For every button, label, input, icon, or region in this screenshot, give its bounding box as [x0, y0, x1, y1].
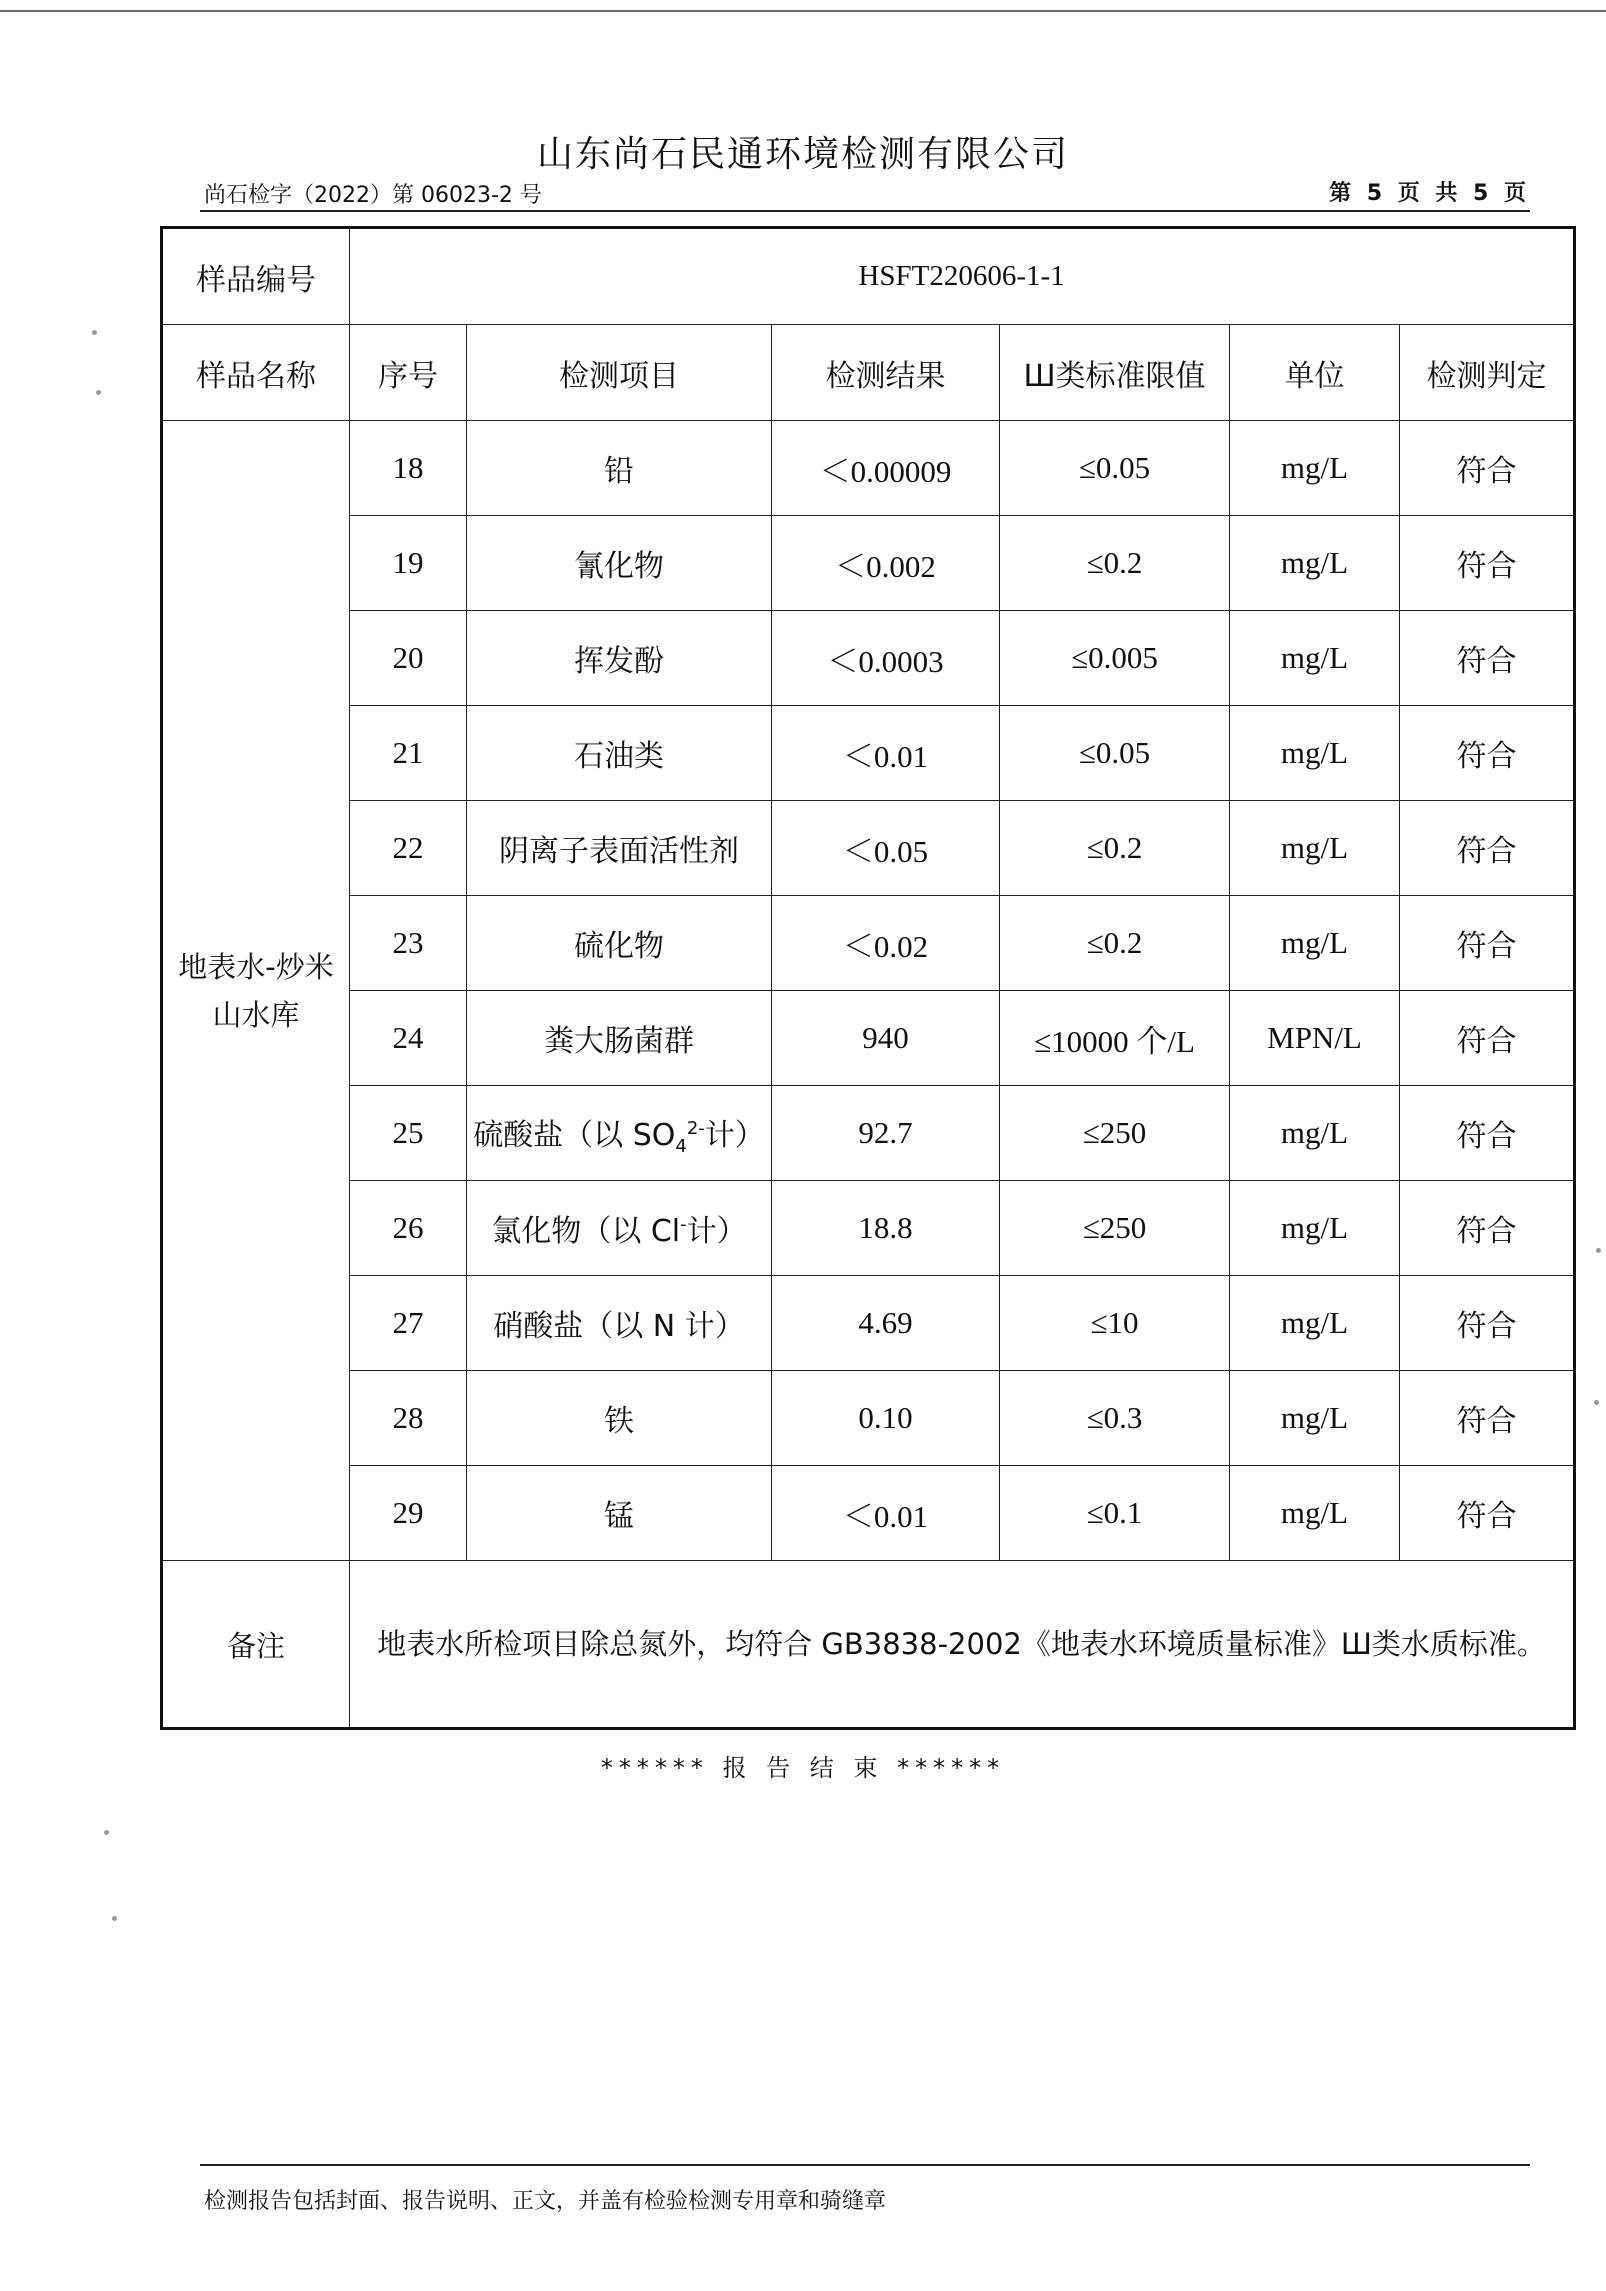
table-row	[162, 611, 1575, 706]
limit-cell: ≤10000 个/L	[1000, 991, 1230, 1086]
item-cell: 硫化物	[467, 896, 772, 991]
item-cell: 铁	[467, 1371, 772, 1466]
scan-speck	[1594, 1400, 1599, 1405]
table-row	[162, 516, 1575, 611]
seq-cell: 25	[350, 1086, 467, 1181]
result-cell: ＜0.01	[772, 706, 1000, 801]
company-title: 山东尚石民通环境检测有限公司	[536, 134, 1069, 175]
table-row	[162, 1466, 1575, 1561]
sample-number-row	[162, 228, 1575, 325]
seq-cell: 27	[350, 1276, 467, 1371]
remark-row	[162, 1561, 1575, 1729]
sample-number-value: HSFT220606-1-1	[350, 228, 1575, 325]
unit-cell: mg/L	[1230, 896, 1400, 991]
item-superscript: -	[680, 1214, 687, 1235]
item-cell: 铅	[467, 421, 772, 516]
unit-cell: mg/L	[1230, 1466, 1400, 1561]
item-subscript: 4	[675, 1135, 687, 1157]
table-row	[162, 896, 1575, 991]
seq-cell: 18	[350, 421, 467, 516]
seq-cell: 22	[350, 801, 467, 896]
seq-cell: 21	[350, 706, 467, 801]
limit-cell: ≤0.3	[1000, 1371, 1230, 1466]
unit-cell: mg/L	[1230, 1371, 1400, 1466]
seq-cell: 28	[350, 1371, 467, 1466]
unit-cell: mg/L	[1230, 611, 1400, 706]
scan-speck	[104, 1830, 109, 1835]
scan-speck	[1596, 1248, 1601, 1253]
col-header-sample-name: 样品名称	[162, 325, 350, 421]
unit-cell: mg/L	[1230, 706, 1400, 801]
limit-cell: ≤0.005	[1000, 611, 1230, 706]
remark-label: 备注	[162, 1561, 350, 1729]
judge-cell: 符合	[1400, 801, 1575, 896]
col-header-unit: 单位	[1230, 325, 1400, 421]
table-row	[162, 991, 1575, 1086]
limit-cell: ≤250	[1000, 1086, 1230, 1181]
limit-cell: ≤250	[1000, 1181, 1230, 1276]
unit-cell: mg/L	[1230, 1086, 1400, 1181]
judge-cell: 符合	[1400, 706, 1575, 801]
item-text: 硫酸盐（以 SO	[473, 1117, 676, 1153]
result-cell: 18.8	[772, 1181, 1000, 1276]
report-end-marker: ****** 报 告 结 束 ******	[600, 1754, 1006, 1782]
result-cell: 92.7	[772, 1086, 1000, 1181]
seq-cell: 26	[350, 1181, 467, 1276]
footer-note: 检测报告包括封面、报告说明、正文，并盖有检验检测专用章和骑缝章	[204, 2189, 887, 2214]
result-cell: ＜0.0003	[772, 611, 1000, 706]
item-cell	[467, 1086, 772, 1181]
header-divider	[200, 210, 1530, 212]
judge-cell: 符合	[1400, 1181, 1575, 1276]
result-cell: ＜0.002	[772, 516, 1000, 611]
unit-cell: mg/L	[1230, 1276, 1400, 1371]
table-row	[162, 706, 1575, 801]
results-table	[160, 226, 1576, 1730]
unit-cell: MPN/L	[1230, 991, 1400, 1086]
item-superscript: 2-	[686, 1117, 705, 1139]
sample-name-text: 地表水-炒米山水库	[178, 949, 334, 1032]
unit-cell: mg/L	[1230, 801, 1400, 896]
item-cell: 氰化物	[467, 516, 772, 611]
item-cell	[467, 1181, 772, 1276]
judge-cell: 符合	[1400, 1086, 1575, 1181]
column-header-row	[162, 325, 1575, 421]
remark-text: 地表水所检项目除总氮外，均符合 GB3838-2002《地表水环境质量标准》Ш类水质标准。	[350, 1561, 1575, 1729]
judge-cell: 符合	[1400, 1371, 1575, 1466]
unit-cell: mg/L	[1230, 516, 1400, 611]
top-border-line	[0, 10, 1606, 12]
result-cell: ＜0.00009	[772, 421, 1000, 516]
col-header-judge: 检测判定	[1400, 325, 1575, 421]
limit-cell: ≤10	[1000, 1276, 1230, 1371]
judge-cell: 符合	[1400, 1466, 1575, 1561]
limit-cell: ≤0.05	[1000, 421, 1230, 516]
col-header-seq: 序号	[350, 325, 467, 421]
table-row	[162, 801, 1575, 896]
limit-cell: ≤0.1	[1000, 1466, 1230, 1561]
judge-cell: 符合	[1400, 896, 1575, 991]
table-row	[162, 1181, 1575, 1276]
judge-cell: 符合	[1400, 611, 1575, 706]
item-cell: 粪大肠菌群	[467, 991, 772, 1086]
seq-cell: 20	[350, 611, 467, 706]
report-number: 尚石检字（2022）第 06023-2 号	[204, 183, 542, 208]
scan-speck	[112, 1916, 117, 1921]
sample-number-label: 样品编号	[162, 228, 350, 325]
item-cell: 锰	[467, 1466, 772, 1561]
unit-cell: mg/L	[1230, 421, 1400, 516]
item-text: 氯化物（以 Cl	[491, 1214, 681, 1249]
result-cell: 0.10	[772, 1371, 1000, 1466]
col-header-limit: Ш类标准限值	[1000, 325, 1230, 421]
seq-cell: 19	[350, 516, 467, 611]
table-row	[162, 421, 1575, 516]
col-header-result: 检测结果	[772, 325, 1000, 421]
limit-cell: ≤0.2	[1000, 896, 1230, 991]
sample-name-cell	[162, 421, 350, 1561]
judge-cell: 符合	[1400, 421, 1575, 516]
limit-cell: ≤0.2	[1000, 801, 1230, 896]
limit-cell: ≤0.2	[1000, 516, 1230, 611]
unit-cell: mg/L	[1230, 1181, 1400, 1276]
seq-cell: 29	[350, 1466, 467, 1561]
scan-speck	[96, 390, 101, 395]
item-cell: 挥发酚	[467, 611, 772, 706]
item-cell: 石油类	[467, 706, 772, 801]
judge-cell: 符合	[1400, 516, 1575, 611]
col-header-item: 检测项目	[467, 325, 772, 421]
result-cell: ＜0.05	[772, 801, 1000, 896]
result-cell: ＜0.01	[772, 1466, 1000, 1561]
judge-cell: 符合	[1400, 1276, 1575, 1371]
item-cell: 阴离子表面活性剂	[467, 801, 772, 896]
seq-cell: 24	[350, 991, 467, 1086]
table-row	[162, 1276, 1575, 1371]
table-row	[162, 1371, 1575, 1466]
result-cell: 940	[772, 991, 1000, 1086]
item-text-suffix: 计）	[686, 1214, 747, 1249]
judge-cell: 符合	[1400, 991, 1575, 1086]
footer-divider	[200, 2164, 1530, 2166]
scan-speck	[92, 330, 97, 335]
item-text-suffix: 计）	[704, 1117, 765, 1153]
item-cell: 硝酸盐（以 N 计）	[467, 1276, 772, 1371]
table-row	[162, 1086, 1575, 1181]
page-info: 第 5 页 共 5 页	[1329, 181, 1530, 206]
result-cell: 4.69	[772, 1276, 1000, 1371]
seq-cell: 23	[350, 896, 467, 991]
result-cell: ＜0.02	[772, 896, 1000, 991]
limit-cell: ≤0.05	[1000, 706, 1230, 801]
